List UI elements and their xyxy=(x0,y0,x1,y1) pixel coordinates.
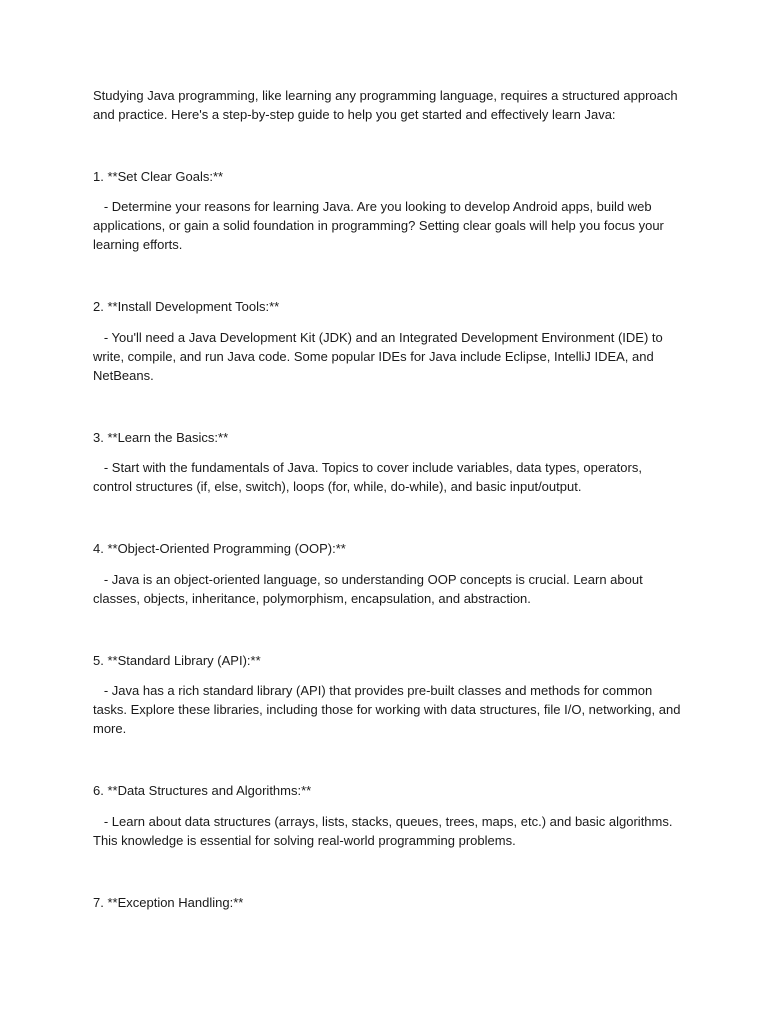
section-heading: 5. **Standard Library (API):** xyxy=(93,653,261,668)
section-body: - Start with the fundamentals of Java. Topics to cover include variables, data types, operators, control structures (if, else, switch), loops (for, while, do-while), and basic input/output. xyxy=(93,460,646,494)
section-heading: 3. **Learn the Basics:** xyxy=(93,430,229,445)
section-body: - You'll need a Java Development Kit (JDK) and an Integrated Development Environment (IDE) to write, compile, and run Java code. Some popular IDEs for Java include Eclipse, IntelliJ IDEA, and NetBeans. xyxy=(93,330,667,383)
intro-paragraph: Studying Java programming, like learning any programming language, requires a structured approach and practice. Here's a step-by-step guide to help you get started and effectively learn Java: xyxy=(93,88,682,122)
section-body: - Java is an object-oriented language, so understanding OOP concepts is crucial. Learn about classes, objects, inheritance, polymorphism, encapsulation, and abstraction. xyxy=(93,572,647,606)
section-heading: 7. **Exception Handling:** xyxy=(93,895,244,910)
section-heading: 1. **Set Clear Goals:** xyxy=(93,169,224,184)
section-body: - Java has a rich standard library (API) that provides pre-built classes and methods for common tasks. Explore these libraries, including those for working with data structures, file I/O, networking, and more. xyxy=(93,683,685,736)
section-body: - Learn about data structures (arrays, lists, stacks, queues, trees, maps, etc.) and basic algorithms. This knowledge is essential for solving real-world programming problems. xyxy=(93,814,676,848)
section-heading: 2. **Install Development Tools:** xyxy=(93,299,280,314)
section-heading: 4. **Object-Oriented Programming (OOP):** xyxy=(93,541,346,556)
section-heading: 6. **Data Structures and Algorithms:** xyxy=(93,783,312,798)
section-body: - Determine your reasons for learning Java. Are you looking to develop Android apps, build web applications, or gain a solid foundation in programming? Setting clear goals will help you focus your learning efforts. xyxy=(93,199,668,252)
